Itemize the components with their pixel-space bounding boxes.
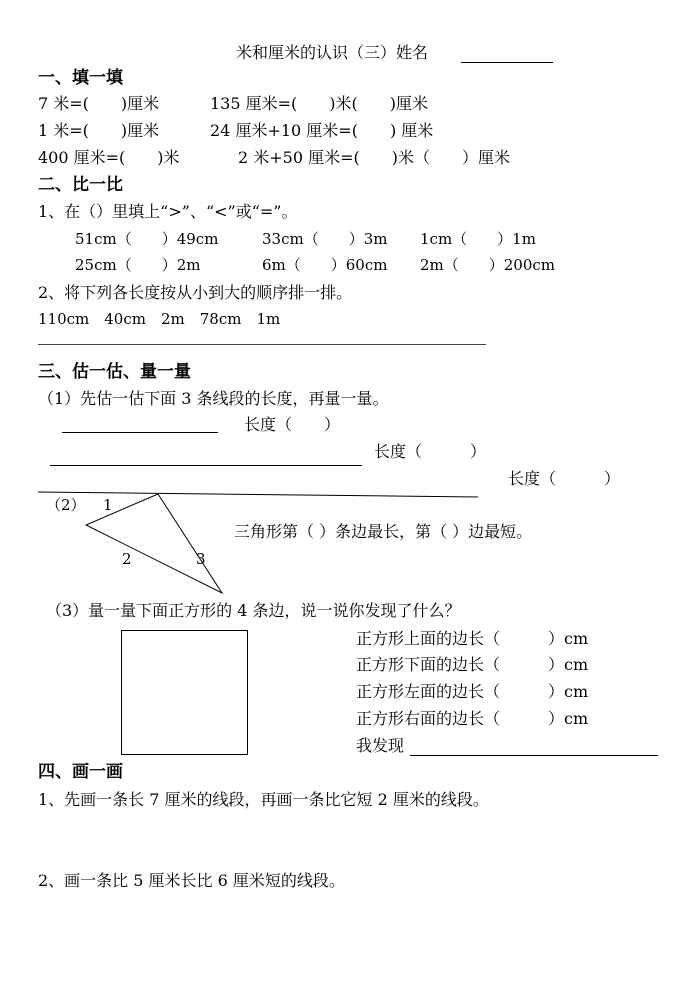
draw-instruction-1: 1、先画一条长 7 厘米的线段，再画一条比它短 2 厘米的线段。 — [38, 790, 489, 809]
side-label-2: 2 — [122, 550, 132, 568]
square-edge-item: 正方形左面的边长（ ）cm — [356, 682, 589, 701]
section2-heading: 二、比一比 — [38, 175, 123, 195]
fill-item: 7 米=( )厘米 — [38, 94, 160, 113]
square-edge-item: 正方形上面的边长（ ）cm — [356, 629, 589, 648]
square — [122, 631, 248, 755]
square-edge-item: 正方形右面的边长（ ）cm — [356, 709, 589, 728]
compare-item: 51cm（ ）49cm — [75, 230, 219, 248]
estimate-instruction: （1）先估一估下面 3 条线段的长度，再量一量。 — [38, 389, 389, 408]
length-label-2: 长度（ ） — [374, 442, 487, 461]
fill-item: 400 厘米=( )米 — [38, 148, 180, 167]
square-edge-item: 正方形下面的边长（ ）cm — [356, 655, 589, 674]
order-instruction: 2、将下列各长度按从小到大的顺序排一排。 — [38, 283, 353, 302]
length-label-1: 长度（ ） — [244, 415, 341, 434]
compare-item: 1cm（ ）1m — [420, 230, 536, 248]
triangle-question: 三角形第（ ）条边最长，第（ ）边最短。 — [234, 522, 533, 541]
discovery-label: 我发现 — [356, 736, 405, 755]
lengths-list: 110cm 40cm 2m 78cm 1m — [38, 310, 281, 328]
draw-instruction-2: 2、画一条比 5 厘米长比 6 厘米短的线段。 — [38, 871, 345, 890]
worksheet-title: 米和厘米的认识（三）姓名 — [236, 43, 429, 62]
fill-item: 135 厘米=( )米( )厘米 — [210, 94, 429, 113]
side-label-3: 3 — [196, 550, 206, 568]
fill-item: 1 米=( )厘米 — [38, 121, 160, 140]
compare-item: 6m（ ）60cm — [262, 256, 388, 274]
section4-heading: 四、画一画 — [38, 762, 123, 782]
length-label-3: 长度（ ） — [508, 469, 621, 488]
q2-label: （2） — [46, 496, 86, 514]
compare-item: 25cm（ ）2m — [75, 256, 201, 274]
section1-heading: 一、填一填 — [38, 68, 123, 88]
square-instruction: （3）量一量下面正方形的 4 条边，说一说你发现了什么？ — [46, 601, 461, 620]
discovery-blank[interactable] — [410, 755, 658, 756]
compare-item: 2m（ ）200cm — [420, 256, 556, 274]
side-label-1: 1 — [103, 496, 113, 514]
fill-item: 24 厘米+10 厘米=( ) 厘米 — [210, 121, 434, 140]
compare-instruction: 1、在（）里填上“>”、“<”或“=”。 — [38, 202, 298, 221]
section3-heading: 三、估一估、量一量 — [38, 362, 191, 382]
fill-item: 2 米+50 厘米=( )米（ ）厘米 — [238, 148, 511, 167]
compare-item: 33cm（ ）3m — [262, 230, 388, 248]
